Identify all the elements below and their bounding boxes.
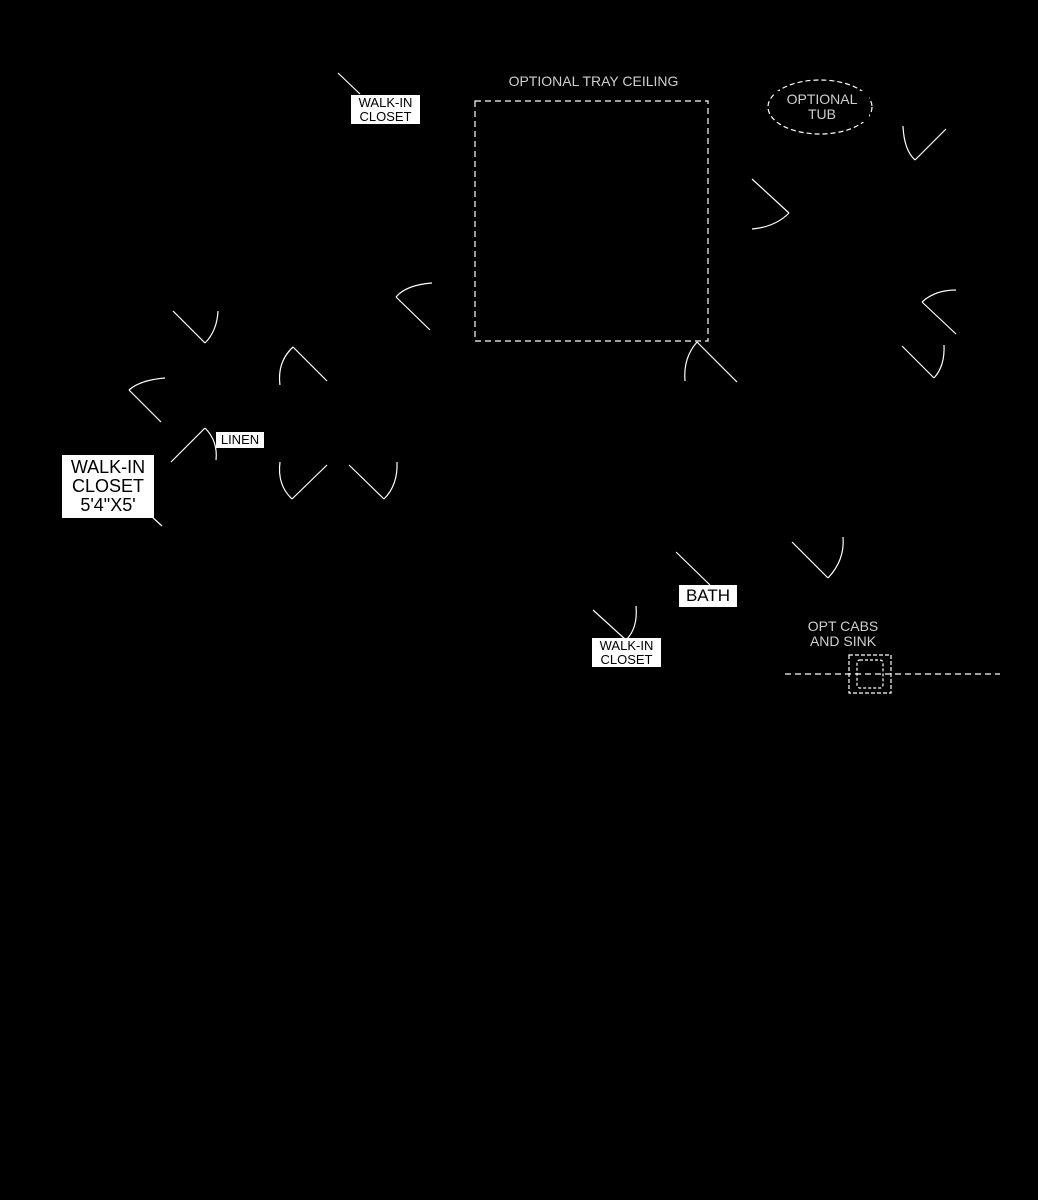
tray-ceiling-outline [475, 101, 708, 341]
door-swing-10 [129, 378, 165, 422]
label-linen: LINEN [216, 432, 264, 448]
door-swing-16 [676, 552, 710, 585]
door-swing-11 [171, 428, 216, 462]
door-swing-2 [903, 126, 946, 160]
label-walk-in-closet-top: WALK-IN CLOSET [351, 95, 420, 124]
door-swing-1 [338, 73, 360, 94]
door-swing-7 [902, 345, 944, 378]
door-swing-12 [280, 462, 328, 499]
door-swing-13 [349, 462, 397, 499]
door-swing-9 [685, 342, 737, 382]
door-swing-6 [173, 311, 218, 343]
label-walk-in-closet-bottom: WALK-IN CLOSET [592, 638, 661, 667]
label-optional-tub: OPTIONAL TUB [775, 91, 869, 122]
door-swing-4 [396, 283, 432, 330]
door-swing-3 [752, 179, 789, 229]
label-bath: BATH [679, 585, 737, 607]
door-swing-8 [280, 347, 327, 385]
label-walk-in-closet-left: WALK-IN CLOSET 5'4"X5' [62, 455, 154, 518]
door-swing-5 [922, 290, 956, 334]
door-swing-17 [593, 606, 636, 640]
label-opt-cabs-and-sink: OPT CABS AND SINK [807, 618, 879, 649]
door-swing-15 [792, 537, 843, 578]
label-optional-tray-ceiling: OPTIONAL TRAY CEILING [508, 73, 679, 89]
